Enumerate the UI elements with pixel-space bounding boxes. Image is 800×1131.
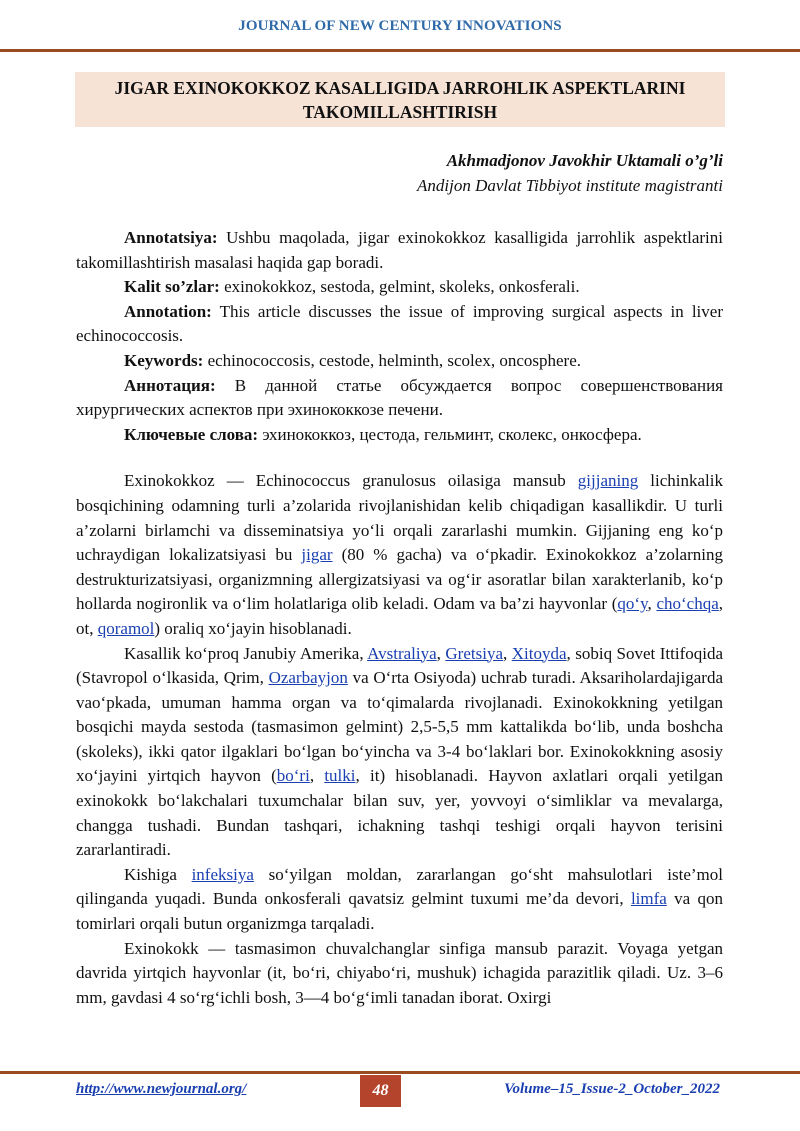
paragraph-text: lichinkalik bosqichining odamning turli a’zolarida rivojlanishidan kelib chiqadigan kasallikdir. U turli a’zolarni birlamchi va disseminatsiya yo‘li orqali zararlashi mumkin. Gijjaning eng ko‘p uchraydigan lokalizatsiyasi bu [76, 471, 723, 565]
volume-issue: Volume–15_Issue-2_October_2022 [504, 1081, 720, 1097]
abstract-text: В данной статье обсуждается вопрос совершенствования хирургических аспектов при эхинококкозе печени. [76, 375, 723, 420]
abstract-label: Аннотация: [124, 375, 216, 395]
footer-rule [0, 1071, 800, 1074]
keywords-en [76, 349, 723, 374]
paragraph-text: ) oraliq xo‘jayin hisoblanadi. [154, 618, 352, 638]
title-line-2: TAKOMILLASHTIRISH [302, 102, 498, 122]
abstract-text: Ushbu maqolada, jigar exinokokkoz kasalligida jarrohlik aspektlarini takomillashtirish masalasi haqida gap boradi. [76, 228, 723, 272]
paragraph-text: so‘yilgan moldan, zararlangan go‘sht mahsulotlari iste’mol qilinganda yuqadi. Bunda onkosferali qavatsiz gelmint tuxumi me’da devori, [76, 864, 723, 909]
keywords-text: echinococcosis, cestode, helminth, scolex, oncosphere. [203, 350, 581, 370]
journal-header: JOURNAL OF NEW CENTURY INNOVATIONS [238, 18, 562, 34]
paragraph-text: , ot, [76, 594, 724, 638]
paragraph-text: , [503, 643, 512, 663]
abstract-uz [76, 226, 723, 275]
author-affiliation: Andijon Davlat Tibbiyot institute magistranti [416, 176, 723, 195]
paragraph-text: , sobiq Sovet Ittifoqida (Stavropol o‘lkasida, Qrim, [76, 643, 724, 688]
paragraph-text: , [436, 643, 446, 663]
paragraph-text: Exinokokk — tasmasimon chuvalchanglar sinfiga mansub parazit. Voyaga yetgan davrida yirtqich hayvonlar (it, bo‘ri, chiyabo‘ri, mushuk) ichagida parazitlik qiladi. Uz. 3–6 mm, gavdasi 4 so‘rg‘ichli bosh, 3—4 bo‘g‘imli tanadan iborat. Oxirgi [76, 938, 723, 1007]
keywords-label: Kalit so’zlar: [124, 277, 220, 297]
paragraph-text: va O‘rta Osiyoda) uchrab turadi. Aksariholardajigarda vao‘pkada, umuman hamma organ va to‘qimalarda rivojlanadi. Exinokokkning yetilgan bosqichi mayda sestoda (tasmasimon gelmint) 2,5-5,5 mm kattalikda bo‘lib, unda boshcha (skoleks), ikki qator ilgaklari bo‘lgan bo‘yincha va 3-4 bo‘laklari bor. Exinokokkning asosiy xo‘jayini yirtqich hayvon ( [76, 668, 723, 786]
title-line-1: JIGAR EXINOKOKKOZ KASALLIGIDA JARROHLIK ASPEKTLARINI [114, 78, 686, 98]
abstract-text: This article discusses the issue of improving surgical aspects in liver echinococcosis. [76, 301, 723, 346]
link-chochqa[interactable]: cho‘chqa [656, 594, 719, 614]
link-limfa[interactable]: limfa [630, 889, 667, 909]
link-tulki[interactable]: tulki [324, 766, 356, 786]
paragraph-text: Kishiga [124, 864, 192, 884]
paragraph-text: va qon tomirlari orqali butun organizmga tarqaladi. [76, 889, 724, 934]
keywords-label: Keywords: [124, 350, 204, 370]
abstract-label: Annotation: [124, 301, 212, 321]
link-ozarbayjon[interactable]: Ozarbayjon [268, 668, 348, 688]
link-gijjaning[interactable]: gijjaning [577, 471, 639, 491]
article-body [76, 226, 723, 1010]
link-qoramol[interactable]: qoramol [97, 618, 155, 638]
author-name: Akhmadjonov Javokhir Uktamali o’g’li [446, 151, 723, 170]
paragraph-text: , it) hisoblanadi. Hayvon axlatlari orqali yetilgan exinokokk bo‘lakchalari tuxumchalar bilan suv, yer, yovvoyi o‘simliklar va mevalarga, changga tushadi. Bundan tashqari, ichakning tashqi teshigi orqali hayvon terisini zararlantiradi. [76, 766, 723, 860]
paragraph-text: Kasallik ko‘proq Janubiy Amerika, [124, 643, 368, 663]
article-title [75, 76, 725, 124]
header-rule [0, 49, 800, 52]
keywords-text: exinokokkoz, sestoda, gelmint, skoleks, onkosferali. [219, 277, 580, 297]
paragraph-1 [76, 469, 723, 641]
paragraph-text: , [309, 766, 325, 786]
link-xitoyda[interactable]: Xitoyda [511, 643, 567, 663]
paragraph-3 [76, 863, 723, 937]
page-number: 48 [372, 1082, 389, 1099]
link-gretsiya[interactable]: Gretsiya [445, 643, 503, 663]
abstract-label: Annotatsiya: [124, 228, 218, 247]
paragraph-4 [76, 937, 723, 1011]
paragraph-text: Exinokokkoz — Echinococcus granulosus oilasiga mansub [124, 471, 578, 491]
keywords-label: Ключевые слова: [124, 424, 259, 444]
abstract-ru [76, 374, 723, 423]
keywords-text: эхинококкоз, цестода, гельминт, сколекс, онкосфера. [258, 424, 642, 444]
journal-url-link[interactable]: http://www.newjournal.org/ [76, 1081, 247, 1097]
link-qoy[interactable]: qo‘y [617, 594, 648, 614]
keywords-uz [76, 275, 723, 300]
keywords-ru [76, 423, 723, 448]
link-avstraliya[interactable]: Avstraliya [367, 643, 437, 663]
paragraph-text: (80 % gacha) va o‘pkadir. Exinokokkoz a’zolarning destrukturizatsiyasi, organizmning allergizatsiyasi va og‘ir asoratlar bilan xarakterlanib, ko‘p hollarda nogironlik va o‘lim holatlariga olib keladi. Odam va ba’zi hayvonlar ( [76, 545, 723, 614]
paragraph-text: , [647, 594, 657, 614]
abstract-en [76, 300, 723, 349]
link-infeksiya[interactable]: infeksiya [191, 864, 254, 884]
link-jigar[interactable]: jigar [301, 545, 333, 565]
paragraph-2 [76, 642, 723, 863]
link-bori[interactable]: bo‘ri [276, 766, 310, 786]
